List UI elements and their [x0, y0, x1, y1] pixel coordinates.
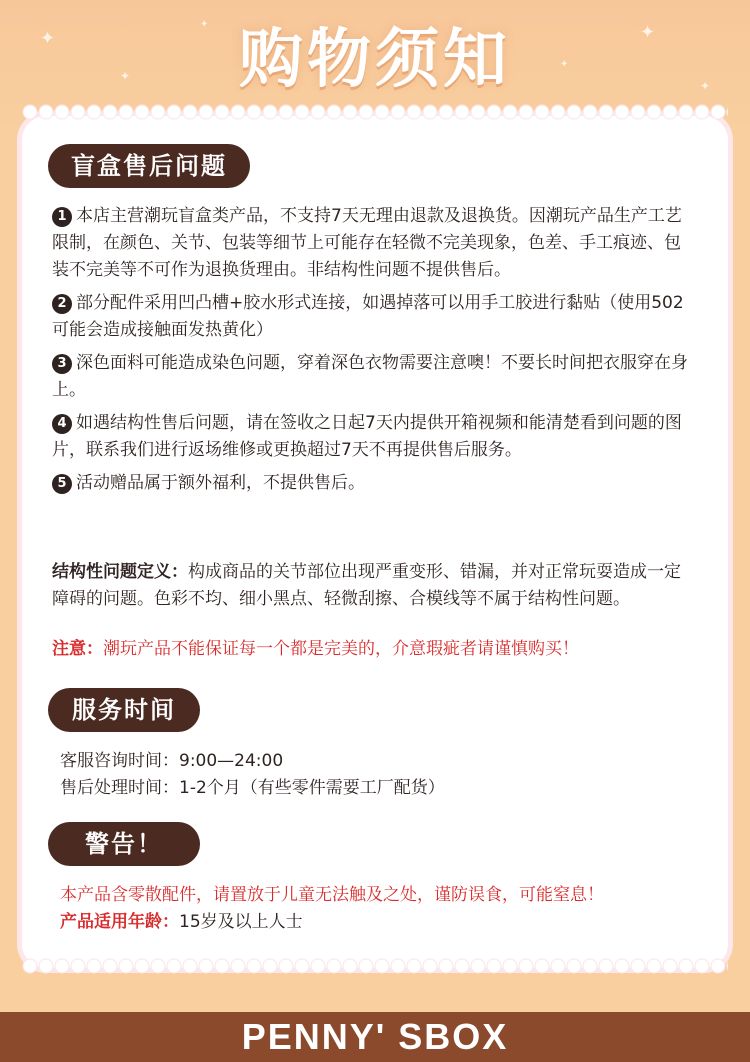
list-item: [52, 410, 692, 464]
section-heading-after-sales: 盲盒售后问题: [48, 144, 250, 188]
number-badge-icon: 3: [52, 354, 72, 374]
list-item-text: 部分配件采用凹凸槽+胶水形式连接，如遇掉落可以用手工胶进行黏贴（使用502可能会造成接触面发热黄化）: [52, 293, 684, 340]
attention-note: [52, 636, 692, 663]
structural-definition: [52, 559, 692, 613]
after-sales-hours: 售后处理时间：1-2个月（有些零件需要工厂配货）: [60, 778, 445, 798]
list-item-text: 深色面料可能造成染色问题，穿着深色衣物需要注意噢！不要长时间把衣服穿在身上。: [52, 353, 688, 400]
sparkle-icon: ✦: [120, 69, 131, 83]
lace-border-bottom: [22, 958, 728, 974]
list-item: [52, 470, 692, 497]
list-item-text: 如遇结构性售后问题，请在签收之日起7天内提供开箱视频和能清楚看到问题的图片，联系我们进行返场维修或更换超过7天不再提供售后服务。: [52, 413, 682, 460]
sparkle-icon: ✦: [640, 22, 656, 43]
age-label: 产品适用年龄：: [60, 912, 179, 932]
age-value: 15岁及以上人士: [179, 912, 303, 932]
sparkle-icon: ✦: [560, 59, 569, 70]
section-heading-service-time: 服务时间: [48, 688, 200, 732]
definition-text: 构成商品的关节部位出现严重变形、错漏，并对正常玩耍造成一定障碍的问题。色彩不均、细小黑点、轻微刮擦、合模线等不属于结构性问题。: [52, 562, 681, 609]
page-title: 购物须知: [239, 23, 511, 97]
sparkle-icon: ✦: [700, 79, 711, 93]
number-badge-icon: 5: [52, 474, 72, 494]
service-hours: [60, 748, 680, 802]
number-badge-icon: 4: [52, 414, 72, 434]
lace-border-top: [22, 104, 728, 120]
brand-footer: PENNY' SBOX: [0, 1012, 750, 1062]
sparkle-icon: ✦: [200, 19, 209, 30]
number-badge-icon: 1: [52, 207, 72, 227]
list-item: [52, 290, 692, 344]
number-badge-icon: 2: [52, 294, 72, 314]
section-heading-warning: 警告！: [48, 822, 200, 866]
list-item: [52, 350, 692, 404]
list-item-text: 本店主营潮玩盲盒类产品，不支持7天无理由退款及退换货。因潮玩产品生产工艺限制，在颜色、关节、包装等细节上可能存在轻微不完美现象，色差、手工痕迹、包装不完美等不可作为退换货理由。非结构性问题不提供售后。: [52, 206, 682, 280]
consult-hours: 客服咨询时间：9:00—24:00: [60, 751, 284, 771]
list-item-text: 活动赠品属于额外福利，不提供售后。: [76, 473, 365, 493]
sparkle-icon: ✦: [40, 28, 56, 49]
list-item: [52, 203, 692, 284]
definition-label: 结构性问题定义：: [52, 562, 188, 582]
warning-text-block: [60, 882, 700, 936]
note-label: 注意：: [52, 639, 103, 659]
age-line: [60, 909, 700, 936]
warning-text: 本产品含零散配件，请置放于儿童无法触及之处，谨防误食，可能窒息！: [60, 885, 604, 905]
note-text: 潮玩产品不能保证每一个都是完美的，介意瑕疵者请谨慎购买！: [103, 639, 579, 659]
after-sales-list: [52, 203, 692, 503]
